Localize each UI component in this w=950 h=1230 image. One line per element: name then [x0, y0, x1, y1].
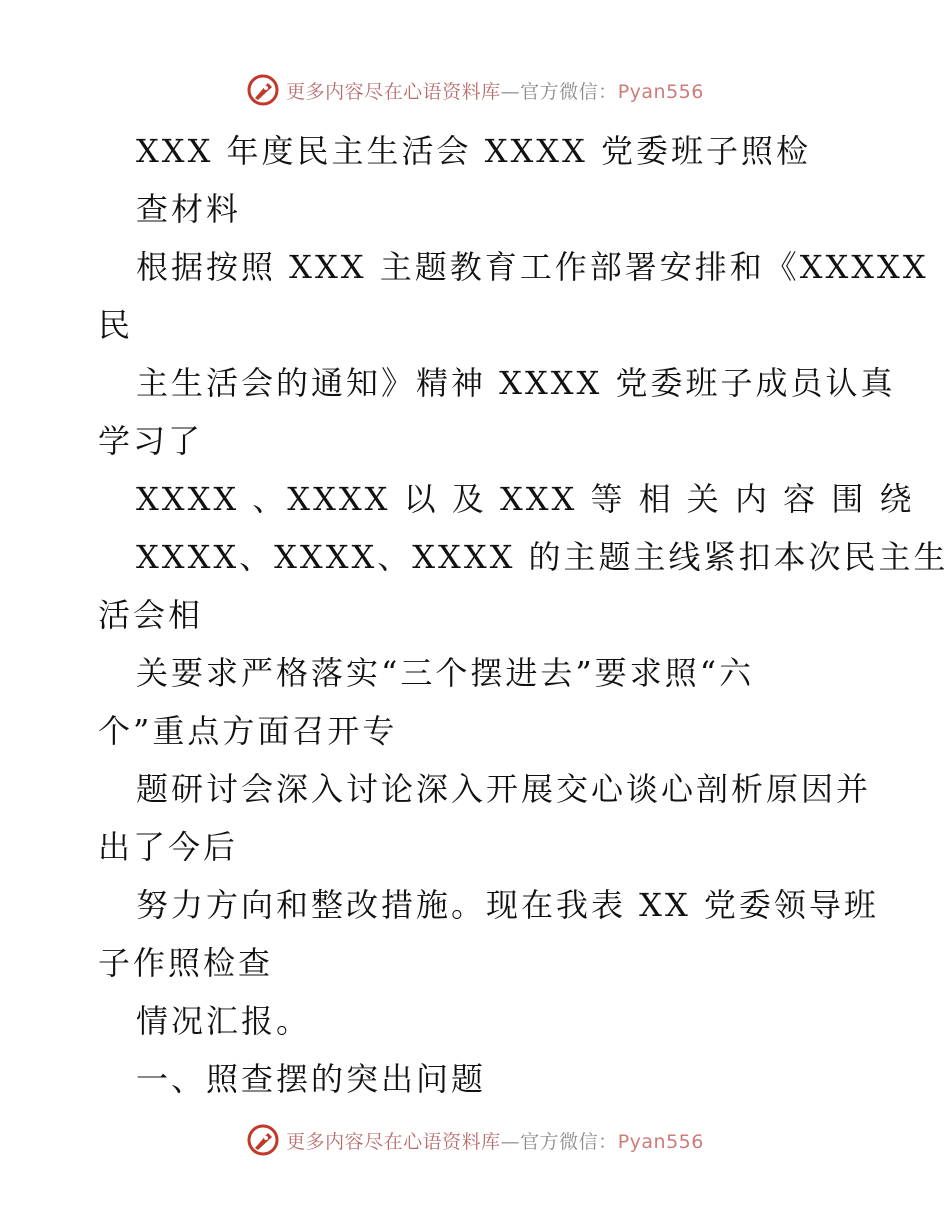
doc-line-13: 出了今后: [98, 828, 239, 866]
doc-line-14: 努力方向和整改措施。现在我表 XX 党委领导班: [136, 886, 879, 924]
watermark-text: [286, 77, 704, 104]
doc-line-6: 学习了: [98, 422, 204, 460]
doc-line-7: XXXX 、XXXX 以 及 XXX 等 相 关 内 容 围 绕: [136, 480, 915, 518]
watermark-separator: —: [500, 80, 521, 103]
header-watermark: [0, 70, 950, 110]
watermark-wechat-label: 官方微信：: [520, 1130, 618, 1153]
footer-watermark: [0, 1120, 950, 1160]
watermark-wechat-id: Pyan556: [617, 80, 704, 103]
doc-line-9: 活会相: [98, 596, 204, 634]
doc-line-10: 关要求严格落实“三个摆进去”要求照“六: [136, 654, 755, 692]
watermark-separator: —: [500, 1130, 521, 1153]
doc-line-5: 主生活会的通知》精神 XXXX 党委班子成员认真: [136, 364, 896, 402]
doc-line-3: 根据按照 XXX 主题教育工作部署安排和《XXXXX: [136, 248, 929, 286]
pen-nib-logo-icon: [246, 1123, 280, 1157]
document-body: [98, 122, 949, 1108]
doc-line-1: XXX 年度民主生活会 XXXX 党委班子照检: [136, 132, 811, 170]
doc-line-2: 查材料: [136, 190, 242, 228]
doc-line-15: 子作照检查: [98, 944, 274, 982]
doc-line-12: 题研讨会深入讨论深入开展交心谈心剖析原因并: [136, 770, 872, 808]
watermark-wechat-label: 官方微信：: [520, 80, 618, 103]
watermark-text: [286, 1127, 704, 1154]
doc-line-16: 情况汇报。: [136, 1002, 312, 1040]
doc-line-17: 一、照查摆的突出问题: [136, 1060, 487, 1098]
doc-line-4: 民: [98, 306, 134, 344]
pen-nib-logo-icon: [246, 73, 280, 107]
watermark-brand: 更多内容尽在心语资料库: [286, 80, 501, 103]
doc-line-11: 个”重点方面召开专: [98, 712, 398, 750]
doc-line-8: XXXX、XXXX、XXXX 的主题主线紧扣本次民主生: [136, 538, 949, 576]
watermark-brand: 更多内容尽在心语资料库: [286, 1130, 501, 1153]
watermark-wechat-id: Pyan556: [617, 1130, 704, 1153]
